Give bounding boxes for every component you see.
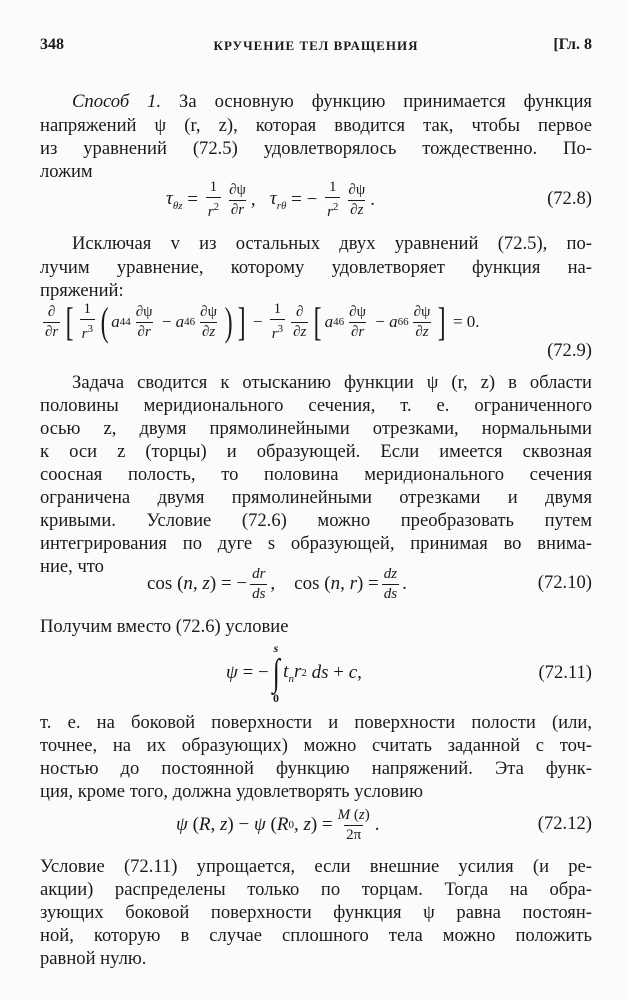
text-line: Исключая v из остальных двух уравнений (72.5), по-: [72, 233, 592, 254]
equation-number: (72.8): [547, 188, 592, 209]
text-line: интегрирования по дуге s образующей, принимая во внима-: [40, 533, 592, 554]
text-span: За основную функцию принимается функция: [179, 91, 592, 112]
equation-body: $\tau_{\theta z}$ = 1 $r^2$ ∂ψ ∂r , $\tau_{r\theta}$ = − 1 $r^2$ ∂ψ ∂z .: [166, 179, 375, 220]
text-line: к оси z (торцы) и образующей. Если имеется сквозная: [40, 441, 592, 462]
equation-number: (72.11): [538, 662, 592, 683]
equation-number: (72.10): [537, 572, 592, 593]
chapter-title: КРУЧЕНИЕ ТЕЛ ВРАЩЕНИЯ: [213, 38, 419, 53]
text-line: Получим вместо (72.6) условие: [40, 616, 289, 637]
equation-72-8: [40, 180, 592, 220]
text-line: равной нулю.: [40, 948, 147, 969]
page-number: 348: [40, 36, 64, 53]
equation-72-10: [40, 564, 592, 604]
text-line: Условие (72.11) упрощается, если внешние усилия (и ре-: [40, 856, 592, 877]
text-line: ние, что: [40, 556, 104, 577]
text-line: [40, 90, 592, 114]
text-line: ностью до постоянной функцию напряжений. Эта функ-: [40, 758, 592, 779]
text-line: зующих боковой поверхности функция ψ равна постоян-: [40, 902, 592, 923]
text-line: напряжений ψ (r, z), которая вводится так, чтобы первое: [40, 115, 592, 136]
text-line: Задача сводится к отысканию функции ψ (r, z) в области: [72, 372, 592, 393]
text-line: пряжений:: [40, 280, 124, 301]
chapter-label: [Гл. 8: [553, 36, 592, 53]
text-line: лучим уравнение, которому удовлетворяет функция на-: [40, 257, 592, 278]
text-line: т. е. на боковой поверхности и поверхности полости (или,: [40, 712, 592, 733]
text-line: ограничена двумя прямолинейными отрезками и двумя: [40, 487, 592, 508]
text-line: кривыми. Условие (72.6) можно преобразовать путем: [40, 510, 592, 531]
text-line: ция, кроме того, должна удовлетворять условию: [40, 781, 423, 802]
equation-body: cos ( n , z ) = − dr ds , cos ( n , r ) = dz ds .: [147, 565, 407, 602]
text-line: осью z, двумя прямолинейными отрезками, нормальными: [40, 418, 592, 439]
running-header: [40, 36, 592, 58]
equation-body: ψ ( R , z ) − ψ ( R 0 , z ) = M (z) 2π .: [176, 806, 380, 843]
text-line: ной, которую в случае сплошного тела можно положить: [40, 925, 592, 946]
equation-body: ∂ ∂r [ 1 $r^3$ ( a 44 ∂ψ ∂r − a 46 ∂ψ ∂z ) ] − 1 $r^3$ ∂ ∂z [ a 46 ∂ψ ∂r − a 66 ∂ψ ∂z ] = 0.: [45, 299, 480, 344]
text-line: точнее, на их образующих) можно считать заданной с точ-: [40, 735, 592, 756]
text-line: соосная полость, то половина меридионального сечения: [40, 464, 592, 485]
equation-number: (72.12): [537, 813, 592, 834]
equation-number: (72.9): [547, 340, 592, 361]
equation-72-11: [40, 642, 592, 704]
text-line: акции) распределены только по торцам. Тогда на обра-: [40, 879, 592, 900]
integral-sign: s ∫ 0: [272, 641, 280, 705]
equation-72-9: [40, 300, 592, 370]
equation-body: ψ = − s ∫ 0 $t_nr$ 2 ds + c ,: [226, 641, 362, 705]
text-line: половины меридионального сечения, т. е. ограниченного: [40, 395, 592, 416]
equation-72-12: [40, 804, 592, 846]
text-line: из уравнений (72.5) удовлетворялось тождественно. По-: [40, 138, 592, 159]
method-label: Способ 1.: [72, 91, 162, 112]
text-line: ложим: [40, 161, 93, 182]
